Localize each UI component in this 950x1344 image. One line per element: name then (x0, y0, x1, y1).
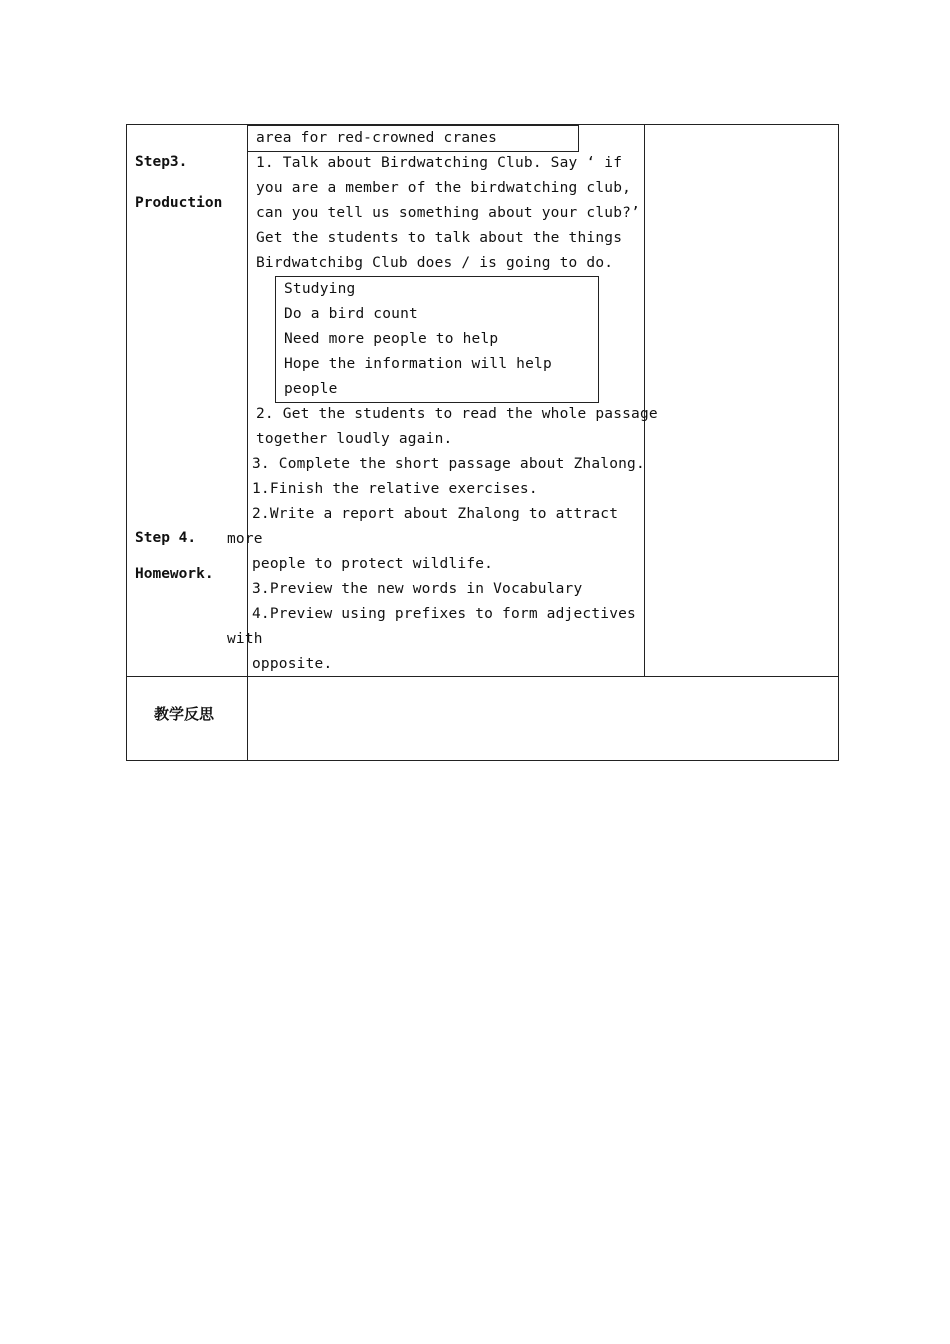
table-border-left (126, 124, 127, 761)
production-line: 3. Complete the short passage about Zhalong. (252, 456, 645, 472)
production-line: 1. Talk about Birdwatching Club. Say ‘ if (256, 155, 623, 171)
homework-line: 2.Write a report about Zhalong to attract (252, 506, 619, 522)
table-row-divider (126, 676, 839, 677)
club-activity-item: Hope the information will help (284, 356, 552, 372)
homework-label: Homework. (135, 566, 214, 582)
homework-line: 1.Finish the relative exercises. (252, 481, 538, 497)
club-activity-item: Need more people to help (284, 331, 499, 347)
table-border-right (838, 124, 839, 761)
homework-line-wrap: more (227, 531, 263, 547)
club-activity-item: people (284, 381, 338, 397)
production-line: together loudly again. (256, 431, 453, 447)
homework-line: 3.Preview the new words in Vocabulary (252, 581, 583, 597)
production-line: you are a member of the birdwatching club, (256, 180, 632, 196)
step3-label: Step3. (135, 154, 188, 170)
homework-line: opposite. (252, 656, 333, 672)
crane-area-text: area for red-crowned cranes (256, 130, 498, 146)
table-column-divider-2 (644, 124, 645, 677)
production-line: Get the students to talk about the things (256, 230, 623, 246)
teaching-reflection-label: 教学反思 (154, 705, 215, 723)
homework-line: 4.Preview using prefixes to form adjectives (252, 606, 636, 622)
step4-label: Step 4. (135, 530, 197, 546)
homework-line-wrap: with (227, 631, 263, 647)
club-activity-item: Do a bird count (284, 306, 418, 322)
production-label: Production (135, 195, 223, 211)
table-column-divider-1 (247, 124, 248, 761)
table-border-bottom (126, 760, 839, 761)
production-line: Birdwatchibg Club does / is going to do. (256, 255, 614, 271)
production-line: 2. Get the students to read the whole passage (256, 406, 658, 422)
production-line: can you tell us something about your club?’ (256, 205, 640, 221)
club-activity-item: Studying (284, 281, 356, 297)
homework-line: people to protect wildlife. (252, 556, 494, 572)
